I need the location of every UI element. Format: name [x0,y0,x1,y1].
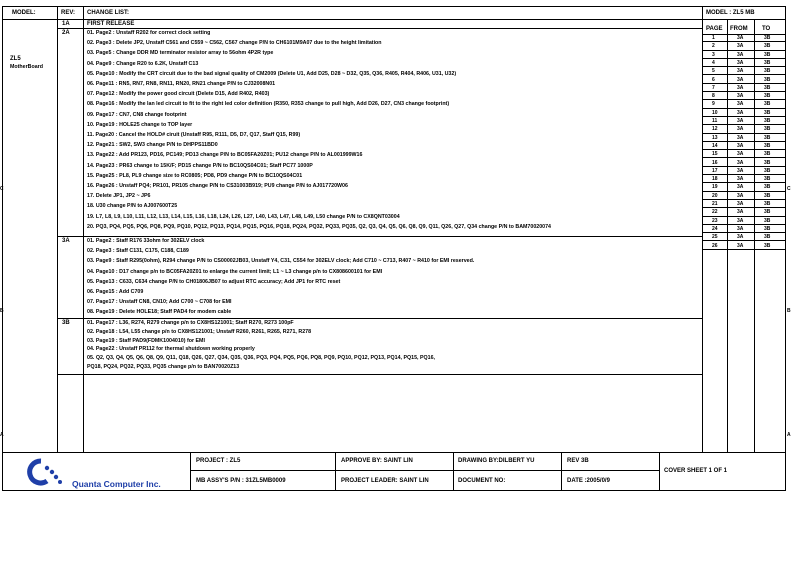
page-table-page: 23 [712,217,718,224]
page-table-page: 1 [712,35,715,41]
change-line: 07. Page12 : Modify the power good circuit (Delete D15, Add R402, R403) [87,91,270,98]
page-table-to: 3B [764,176,771,183]
change-line: 13. Page22 : Add PR123, PD16, PC149; PD13 change P/N to BC05FA20Z01; PU12 change P/N to AL001999W16 [87,152,363,159]
page-table-from: 3A [737,217,744,224]
page-table-page: 8 [712,93,715,100]
page-table-to: 3B [764,118,771,124]
change-line: 12. Page21 : SW2, SW3 change P/N to DHPPS11BD0 [87,142,218,149]
change-line: 02. Page18 : L54, L55 change p/n to CX8HS121001; Unstaff R260, R261, R265, R271, R278 [87,328,312,335]
change-line: 04. Page10 : D17 change p/n to BC05FA20Z01 to enlarge the current limit; L1 ~ L3 change p/n to CX808600101 for EMI [87,268,383,275]
page-col-header: PAGE [706,26,723,32]
page-table-page: 3 [712,51,715,58]
to-col-header: TO [762,26,771,32]
page-table-row [702,200,785,208]
change-line: 20. PQ3, PQ4, PQ5, PQ6, PQ8, PQ9, PQ10, PQ12, PQ13, PQ14, PQ15, PQ16, PQ18, PQ24, PQ32, PQ33, PQ35, Q2, Q3, Q4, Q5, Q6, Q8, Q9, Q11, Q26, Q27, Q34 change P/N to BAM70020074 [87,223,551,230]
page-table-row [702,217,785,225]
change-line: 16. Page26 : Unstaff PQ4; PR101, PR105 change P/N to CS31003B919; PU9 change P/N to AJ017720W06 [87,183,348,189]
page-table-page: 22 [712,209,718,216]
change-line: 06. Page11 : RN5, RN7, RN8, RN11, RN20, RN21 change P/N to CJ32008N01 [87,81,276,87]
page-table-from: 3A [737,225,744,232]
project-field: PROJECT : ZL5 [196,458,241,464]
leader-field: PROJECT LEADER: SAINT LIN [341,478,429,484]
page-table-row [702,109,785,117]
change-line: 10. Page19 : HOLE25 change to TOP layer [87,121,193,128]
drawing-field: DRAWING BY:DILBERT YU [458,458,535,464]
page-table-row [702,84,785,92]
page-table-row [702,150,785,158]
page-table-to: 3B [764,76,771,83]
page-table-to: 3B [764,68,771,75]
page-table-row [702,192,785,200]
sheet-field: COVER SHEET 1 OF 1 [664,468,728,474]
page-table-to: 3B [764,201,771,207]
page-table-from: 3A [737,142,744,149]
change-line: 01. Page17 : L36, R274, R279 change p/n to CX8HS121001; Staff R270, R273 100pF [87,320,294,326]
page-table-from: 3A [737,118,744,124]
change-line: 15. Page25 : PL8, PL9 change size to RC0805; PD8, PD9 change P/N to BC10QS04C01 [87,172,303,179]
page-table-page: 15 [712,151,718,158]
rev-header: REV: [61,10,76,16]
page-table-row [702,42,785,50]
page-table-from: 3A [737,59,744,66]
model-name: ZL5 [10,56,21,62]
page-table-from: 3A [737,35,744,41]
page-table-row [702,208,785,216]
change-line: 09. Page17 : CN7, CN8 change footprint [87,111,187,118]
page-table-page: 26 [712,242,718,249]
page-table-from: 3A [737,201,744,207]
page-table-row [702,233,785,241]
change-line: 19. L7, L8, L9, L10, L11, L12, L13, L14, L15, L16, L18, L24, L26, L27, L40, L43, L47, L48, L49, L50 change P/N to CX8QNT03004 [87,213,400,220]
page-table-from: 3A [737,234,744,241]
page-table-page: 17 [712,167,718,174]
page-table-page: 25 [712,234,718,241]
page-table-page: 13 [712,134,718,141]
page-table-row [702,225,785,233]
page-table-from: 3A [737,184,744,191]
page-table-from: 3A [737,68,744,75]
change-line: 01. Page2 : Staff R176 33ohm for 302ELV clock [87,238,205,244]
page-table-to: 3B [764,84,771,91]
page-table-to: 3B [764,234,771,241]
model-board: MotherBoard [10,64,43,70]
change-line: 06. Page15 : Add C709 [87,289,144,295]
page-table-to: 3B [764,151,771,158]
page-table-page: 14 [712,142,718,149]
page-table-row [702,175,785,183]
page-table-row [702,51,785,59]
page-table-to: 3B [764,167,771,174]
page-table-row [702,67,785,75]
change-line: 14. Page23 : PR63 change to 15K/F; PD15 change P/N to BC10QS04C01; Staff PC77 1000P [87,162,313,169]
page-table-page: 7 [712,84,715,91]
page-table-page: 21 [712,201,718,207]
change-line: 05. Page10 : Modify the CRT circuit due to the bad signal quality of CM2009 (Delete U1, Add D25, D28 ~ D32, Q35, Q36, R405, R404, R406, U31, U32) [87,70,457,77]
page-table-to: 3B [764,217,771,224]
page-table-row [702,183,785,191]
page-table-from: 3A [737,151,744,158]
frame-tick-b-right: B [787,308,791,314]
page-table-page: 20 [712,192,718,199]
model-right-header: MODEL : ZL5 MB [706,10,755,16]
rev-label-1a: 1A [62,21,70,27]
page-table-to: 3B [764,225,771,232]
change-line: 18. U30 change P/N to AJ007600T25 [87,203,178,210]
model-header: MODEL: [12,10,36,16]
page-table-to: 3B [764,184,771,191]
rev-field: REV 3B [567,458,589,464]
rev-label-2a: 2A [62,30,70,36]
rev-label-3a: 3A [62,238,70,244]
frame-tick-a: A [0,432,4,438]
page-table-row [702,167,785,175]
page-table-from: 3A [737,84,744,91]
page-table-to: 3B [764,142,771,149]
page-table-from: 3A [737,159,744,166]
page-table-from: 3A [737,192,744,199]
page-table-page: 16 [712,159,718,166]
page-table-from: 3A [737,101,744,108]
page-table-page: 4 [712,59,715,66]
page-table-row [702,34,785,42]
change-line: 08. Page16 : Modify the lan led circuit to fit to the right led color definition (R350, R353 change to pull high, Add D26, D27, CN3 change footprint) [87,101,450,108]
page-table-row [702,59,785,67]
page-table-to: 3B [764,93,771,100]
page-table-page: 12 [712,126,718,133]
page-table-to: 3B [764,192,771,199]
page-table-from: 3A [737,109,744,116]
change-line: 08. Page19 : Delete HOLE18; Staff PAD4 for modem cable [87,309,232,316]
page-table-to: 3B [764,43,771,50]
company-name: Quanta Computer Inc. [72,479,161,489]
page-table-to: 3B [764,242,771,249]
change-line: 01. Page2 : Unstaff R202 for correct clock setting [87,30,211,36]
page-table-row [702,134,785,142]
page-table-row [702,159,785,167]
page-table-page: 18 [712,176,718,183]
change-line: 07. Page17 : Unstaff CN8, CN10; Add C700 ~ C708 for EMI [87,299,232,306]
change-line: FIRST RELEASE [87,21,135,27]
change-line: PQ18, PQ24, PQ32, PQ33, PQ35 change p/n to BAN70020Z13 [87,364,240,370]
change-line: 02. Page3 : Staff C131, C175, C188, C189 [87,248,189,255]
page-table-from: 3A [737,126,744,133]
page-table-from: 3A [737,134,744,141]
page-table-page: 11 [712,118,718,124]
change-line: 05. Q2, Q3, Q4, Q5, Q6, Q8, Q9, Q11, Q18, Q26, Q27, Q34, Q35, Q36, PQ3, PQ4, PQ5, PQ6, PQ8, PQ9, PQ10, PQ12, PQ13, PQ14, PQ15, PQ16, [87,355,436,362]
page-table-from: 3A [737,51,744,58]
page-table-page: 6 [712,76,715,83]
page-table-from: 3A [737,76,744,83]
page-table-from: 3A [737,176,744,183]
page-table-to: 3B [764,159,771,166]
change-line: 11. Page20 : Cancel the HOLD# ciruit (Unstaff R95, R111, D5, D7, Q17, Staff Q15, R99) [87,132,301,138]
page-table-to: 3B [764,209,771,216]
page-table-to: 3B [764,101,771,108]
change-line: 04. Page9 : Change R20 to 6.2K, Unstaff C13 [87,60,199,67]
page-table-to: 3B [764,126,771,133]
page-table-row [702,117,785,125]
page-table-to: 3B [764,35,771,41]
date-field: DATE :2005/0/9 [567,478,610,484]
change-line: 03. Page5 : Change DDR MD terminator resistor array to 56ohm 4P2R type [87,50,274,57]
document-no-field: DOCUMENT NO: [458,478,506,484]
frame-tick-c: C [0,186,4,192]
page-table-row [702,142,785,150]
page-table-row [702,125,785,133]
approve-field: APPROVE BY: SAINT LIN [341,458,413,464]
change-line: 05. Page13 : C633, C634 change P/N to CH01806JB07 to adjust RTC accuracy; Add JP1 for RTC reset [87,278,341,285]
from-col-header: FROM [730,26,748,32]
mb-assy-field: MB ASSY'S P/N : 31ZL5MB0009 [196,478,286,484]
change-line: 03. Page9 : Staff R295(0ohm), R294 change P/N to CS00002JB03, Unstaff Y4, C31, C554 for 302ELV clock; Add C710 ~ C713, R407 ~ R410 for EMI reserved. [87,258,475,265]
page-table-to: 3B [764,109,771,116]
page-table-row [702,100,785,108]
page-table-row [702,242,785,250]
change-line: 02. Page3 : Delete JP2, Unstaff C561 and C559 ~ C562, C567 change P/N to CH6101M9A07 due to the height limitation [87,40,382,47]
page-table-page: 19 [712,184,718,191]
quanta-logo-icon [25,458,65,486]
page-table-from: 3A [737,167,744,174]
frame-tick-a-right: A [787,432,791,438]
change-line: 17. Delete JP1, JP2 ~ JP6 [87,193,151,200]
page-table-from: 3A [737,43,744,50]
page-table-to: 3B [764,51,771,58]
page-table-to: 3B [764,59,771,66]
change-line: 03. Page19 : Staff PAD9(FDMK1004010) for EMI [87,337,205,344]
page-table-page: 5 [712,68,715,75]
page-table-page: 10 [712,109,718,116]
page-table-row [702,92,785,100]
page-table-row [702,76,785,84]
frame-tick-c-right: C [787,186,791,192]
page-table-page: 24 [712,225,718,232]
rev-label-3b: 3B [62,320,70,326]
page-table-to: 3B [764,134,771,141]
frame-tick-b: B [0,308,4,314]
page-table-from: 3A [737,209,744,216]
change-list-header: CHANGE LIST: [87,10,129,16]
page-table-from: 3A [737,242,744,249]
page-table-from: 3A [737,93,744,100]
change-line: 04. Page22 : Unstaff PR112 for thermal shutdown working properly [87,346,255,353]
page-table-page: 9 [712,101,715,108]
page-table-page: 2 [712,43,715,50]
